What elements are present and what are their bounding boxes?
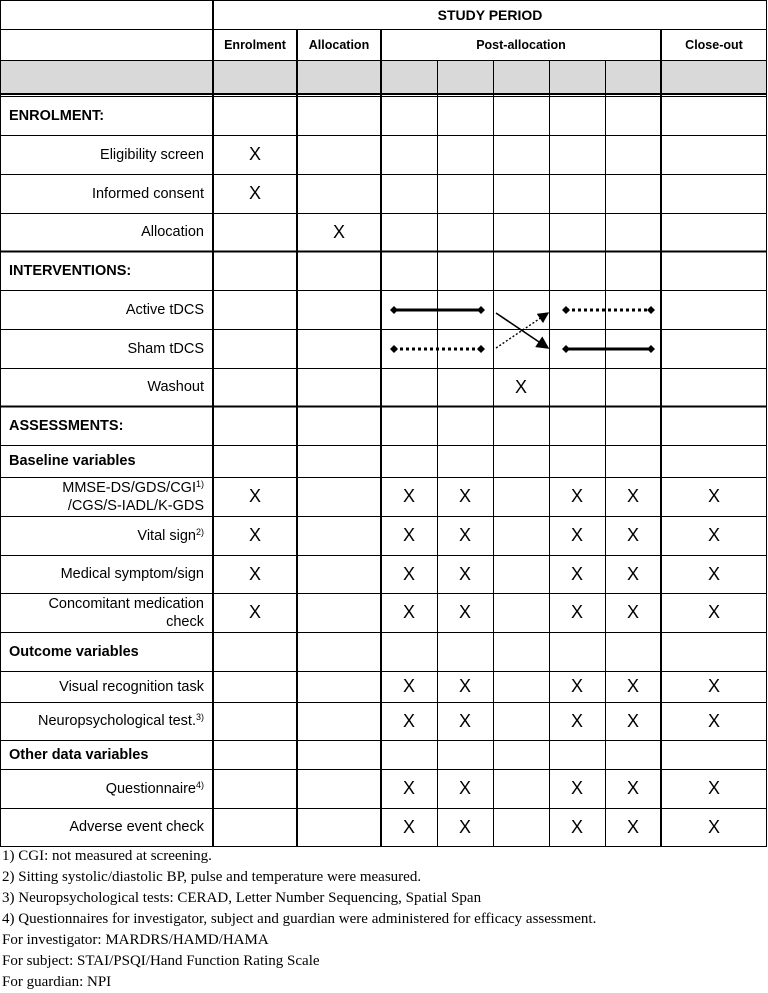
footnote-1: 1) CGI: not measured at screening. <box>2 848 212 864</box>
schedule-mark: X <box>248 563 261 584</box>
footnote-3: 3) Neuropsychological tests: CERAD, Letter Number Sequencing, Spatial Span <box>2 890 482 906</box>
schedule-mark: X <box>626 778 639 798</box>
row-label-main: Allocation <box>141 224 204 240</box>
schedule-mark: X <box>458 710 471 731</box>
active-period2-bar-end <box>647 306 655 314</box>
schedule-mark: X <box>248 144 261 164</box>
schedule-mark: X <box>402 602 415 622</box>
row-label-main: Other data variables <box>9 746 149 763</box>
schedule-mark: X <box>570 486 583 506</box>
schedule-mark: X <box>458 816 471 837</box>
schedule-mark: X <box>707 816 720 837</box>
schedule-mark: X <box>626 816 639 837</box>
active-period1-bar-start <box>390 306 398 314</box>
row-label-main: Sham tDCS <box>127 340 204 357</box>
footnote-investigator: For investigator: MARDRS/HAMD/HAMA <box>2 932 269 948</box>
schedule-mark: X <box>707 602 720 622</box>
footnote-4: 4) Questionnaires for investigator, subject and guardian were administered for efficacy assessment. <box>2 911 597 927</box>
schedule-mark: X <box>458 778 471 798</box>
schedule-mark: X <box>570 602 583 622</box>
row-label-main: Visual recognition task <box>59 678 204 695</box>
sham-period1-bar-end <box>477 345 485 353</box>
schedule-mark: X <box>402 563 415 584</box>
schedule-mark: X <box>514 376 527 397</box>
schedule-mark: X <box>707 525 720 545</box>
sham-period2-bar-end <box>647 345 655 353</box>
schedule-mark: X <box>570 563 583 584</box>
schedule-mark: X <box>626 676 639 696</box>
footnote-ref: 4) <box>195 779 204 790</box>
phase-allocation: Allocation <box>308 37 370 52</box>
schedule-mark: X <box>248 525 261 545</box>
schedule-mark: X <box>626 525 639 545</box>
schedule-mark: X <box>570 778 583 798</box>
schedule-mark: X <box>248 486 261 506</box>
phase-post-allocation: Post-allocation <box>476 37 566 52</box>
footnote-ref: 1) <box>195 478 204 489</box>
schedule-mark: X <box>402 676 415 696</box>
row-label-main: MMSE-DS/GDS/CGI <box>62 479 196 496</box>
schedule-mark: X <box>458 563 471 584</box>
row-label-main: Questionnaire <box>105 780 196 797</box>
schedule-mark: X <box>626 710 639 731</box>
footnotes <box>2 846 766 993</box>
schedule-mark: X <box>402 525 415 545</box>
row-label-main: Washout <box>147 379 204 395</box>
row-label-main: Medical symptom/sign <box>60 566 204 582</box>
schedule-mark: X <box>248 602 261 622</box>
phase-enrolment: Enrolment <box>224 37 286 52</box>
row-label-main: Concomitant medication <box>48 595 204 612</box>
row-label-main: ASSESSMENTS: <box>9 417 124 434</box>
schedule-mark: X <box>458 525 471 545</box>
row-label-main: INTERVENTIONS: <box>9 262 132 279</box>
schedule-mark: X <box>402 816 415 837</box>
sham-period2-bar-start <box>562 345 570 353</box>
schedule-mark: X <box>402 486 415 506</box>
row-label-main: Neuropsychological test. <box>38 713 196 729</box>
schedule-mark: X <box>248 183 261 203</box>
active-period2-bar-start <box>562 306 570 314</box>
row-label-line2: check <box>166 613 204 630</box>
schedule-mark: X <box>626 602 639 622</box>
study-period-title: STUDY PERIOD <box>437 6 543 23</box>
schedule-mark: X <box>626 563 639 584</box>
phase-close-out: Close-out <box>685 37 743 52</box>
footnote-subject: For subject: STAI/PSQI/Hand Function Rating Scale <box>2 953 320 969</box>
schedule-mark: X <box>402 710 415 731</box>
row-label-main: Outcome variables <box>9 643 139 660</box>
schedule-mark: X <box>707 676 720 696</box>
row-label-main: ENROLMENT: <box>9 107 105 124</box>
footnote-2: 2) Sitting systolic/diastolic BP, pulse and temperature were measured. <box>2 869 422 885</box>
schedule-mark: X <box>707 778 720 798</box>
footnote-ref: 3) <box>195 712 204 722</box>
schedule-mark: X <box>458 676 471 696</box>
footnote-guardian: For guardian: NPI <box>2 974 112 990</box>
row-label-line2: /CGS/S-IADL/K-GDS <box>67 497 204 514</box>
active-period1-bar-end <box>477 306 485 314</box>
schedule-mark: X <box>626 486 639 506</box>
schedule-mark: X <box>570 525 583 545</box>
schedule-mark: X <box>332 221 345 242</box>
footnote-ref: 2) <box>195 526 204 537</box>
row-label-main: Adverse event check <box>69 819 204 835</box>
schedule-mark: X <box>570 816 583 837</box>
row-label-main: Informed consent <box>91 185 204 202</box>
schedule-mark: X <box>402 778 415 798</box>
schedule-mark: X <box>707 710 720 731</box>
schedule-mark: X <box>458 602 471 622</box>
schedule-mark: X <box>707 486 720 506</box>
sham-period1-bar-start <box>390 345 398 353</box>
schedule-mark: X <box>458 486 471 506</box>
row-label-main: Baseline variables <box>9 453 136 469</box>
schedule-mark: X <box>570 710 583 731</box>
row-label-main: Active tDCS <box>125 301 204 318</box>
schedule-mark: X <box>707 563 720 584</box>
row-label-main: Eligibility screen <box>100 146 204 163</box>
schedule-mark: X <box>570 676 583 696</box>
timepoint-row-shading <box>0 60 767 93</box>
row-label-main: Vital sign <box>137 527 196 544</box>
